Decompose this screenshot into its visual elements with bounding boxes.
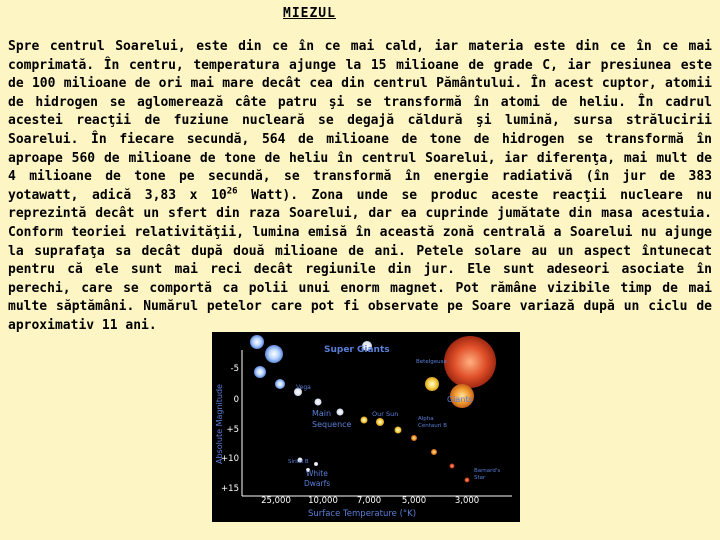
x-tick-label: 25,000 bbox=[261, 496, 291, 506]
sun-star-icon bbox=[376, 418, 384, 426]
super-giants-label: Super Giants bbox=[324, 345, 390, 355]
barnards-star-label-line-1: Barnard's bbox=[474, 468, 501, 474]
y-tick-label: +15 bbox=[221, 484, 239, 494]
x-tick-label: 7,000 bbox=[356, 496, 382, 506]
main-sequence-star-icon bbox=[361, 417, 368, 424]
main-sequence-star-icon bbox=[431, 449, 437, 455]
barnards-star-label bbox=[474, 468, 502, 481]
barnards-star-icon bbox=[465, 478, 470, 483]
sirius-b-label: Sirius B bbox=[288, 459, 309, 465]
x-axis-label: Surface Temperature (°K) bbox=[307, 509, 417, 519]
vega-label: Vega bbox=[296, 384, 311, 391]
main-sequence-star-icon bbox=[337, 409, 344, 416]
main-sequence-label-line-1: Main bbox=[312, 409, 332, 418]
white-dwarfs-label-line-2: Dwarfs bbox=[304, 479, 331, 488]
giants-label: Giants bbox=[447, 395, 473, 404]
giant-star-icon bbox=[425, 377, 439, 391]
white-dwarf-star-icon bbox=[314, 462, 318, 466]
main-sequence-star-icon bbox=[254, 366, 266, 378]
main-sequence-star-icon bbox=[395, 427, 402, 434]
white-dwarfs-label-line-1: White bbox=[306, 469, 328, 478]
x-tick-label: 5,000 bbox=[401, 496, 427, 506]
white-dwarfs-label bbox=[304, 469, 330, 488]
y-tick-label: 0 bbox=[233, 395, 239, 405]
x-tick-label: 3,000 bbox=[454, 496, 480, 506]
main-sequence-star-icon bbox=[315, 399, 322, 406]
main-sequence-star-icon bbox=[275, 379, 285, 389]
alpha-centauri-b-label-line-2: Centauri B bbox=[418, 423, 448, 429]
y-tick-label: +5 bbox=[226, 425, 239, 435]
alpha-centauri-b-label bbox=[418, 416, 447, 429]
supergiant-star-icon bbox=[250, 335, 264, 349]
page-title: MIEZUL bbox=[283, 6, 336, 21]
main-sequence-label-line-2: Sequence bbox=[312, 420, 352, 429]
our-sun-label: Our Sun bbox=[372, 410, 399, 418]
alpha-centauri-b-star-icon bbox=[411, 435, 417, 441]
betelgeuse-star-icon bbox=[444, 336, 496, 388]
exponent: 26 bbox=[226, 186, 238, 197]
y-axis-label: Absolute Magnitude bbox=[215, 384, 224, 464]
supergiant-star-icon bbox=[265, 345, 283, 363]
body-paragraph bbox=[8, 38, 712, 336]
hr-diagram-svg bbox=[212, 332, 520, 522]
alpha-centauri-b-label-line-1: Alpha bbox=[418, 416, 434, 422]
x-tick-label: 10,000 bbox=[308, 496, 338, 506]
main-sequence-star-icon bbox=[450, 464, 455, 469]
barnards-star-label-line-2: Star bbox=[474, 475, 486, 481]
hertzsprung-russell-diagram bbox=[212, 332, 520, 522]
y-tick-label: -5 bbox=[230, 364, 239, 374]
main-sequence-label bbox=[312, 409, 352, 429]
paragraph-text-part-2: Watt). Zona unde se produc aceste reacţii nucleare nu reprezintă decât un sfert din raza Soarelui, dar ea cuprinde jumătate din masa acestuia. Conform teoriei relativităţii, lumina emisă în această zonă centrală a Soarelui nu ajunge la suprafaţa sa decât după două milioane de ani. Petele solare au un aspect întunecat pentru că ele sunt mai reci decât regiunile din jur. Ele sunt adeseori asociate în perechi, care se comportă ca polii unui enorm magnet. Pot rămâne vizibile timp de mai multe săptămâni. Numărul petelor care pot fi observate pe Soare variază după un ciclu de aproximativ 11 ani. bbox=[8, 187, 713, 333]
y-tick-label: +10 bbox=[221, 454, 239, 464]
paragraph-text-part-1: Spre centrul Soarelui, este din ce în ce mai cald, iar materia este din ce în ce mai comprimată. În centru, temperatura ajunge la 15 milioane de grade C, iar presiunea este de 100 milioane de ori mai mare decât cea din centrul Pământului. În acest cuptor, atomii de hidrogen se aglomerează câte patru şi se transformă în atomi de heliu. În cadrul acestei reacţii de fuziune nucleară se degajă căldură şi lumină, sursa strălucirii Soarelui. În fiecare secundă, 564 de milioane de tone de hidrogen se transformă în aproape 560 de milioane de tone de heliu în centrul Soarelui, iar diferenţa, mai mult de 4 milioane de tone pe secundă, se transformă în energie radiativă (în jur de 383 yotawatt, adică 3,83 x 10 bbox=[8, 39, 712, 203]
betelgeuse-label: Betelgeuse bbox=[416, 359, 447, 365]
